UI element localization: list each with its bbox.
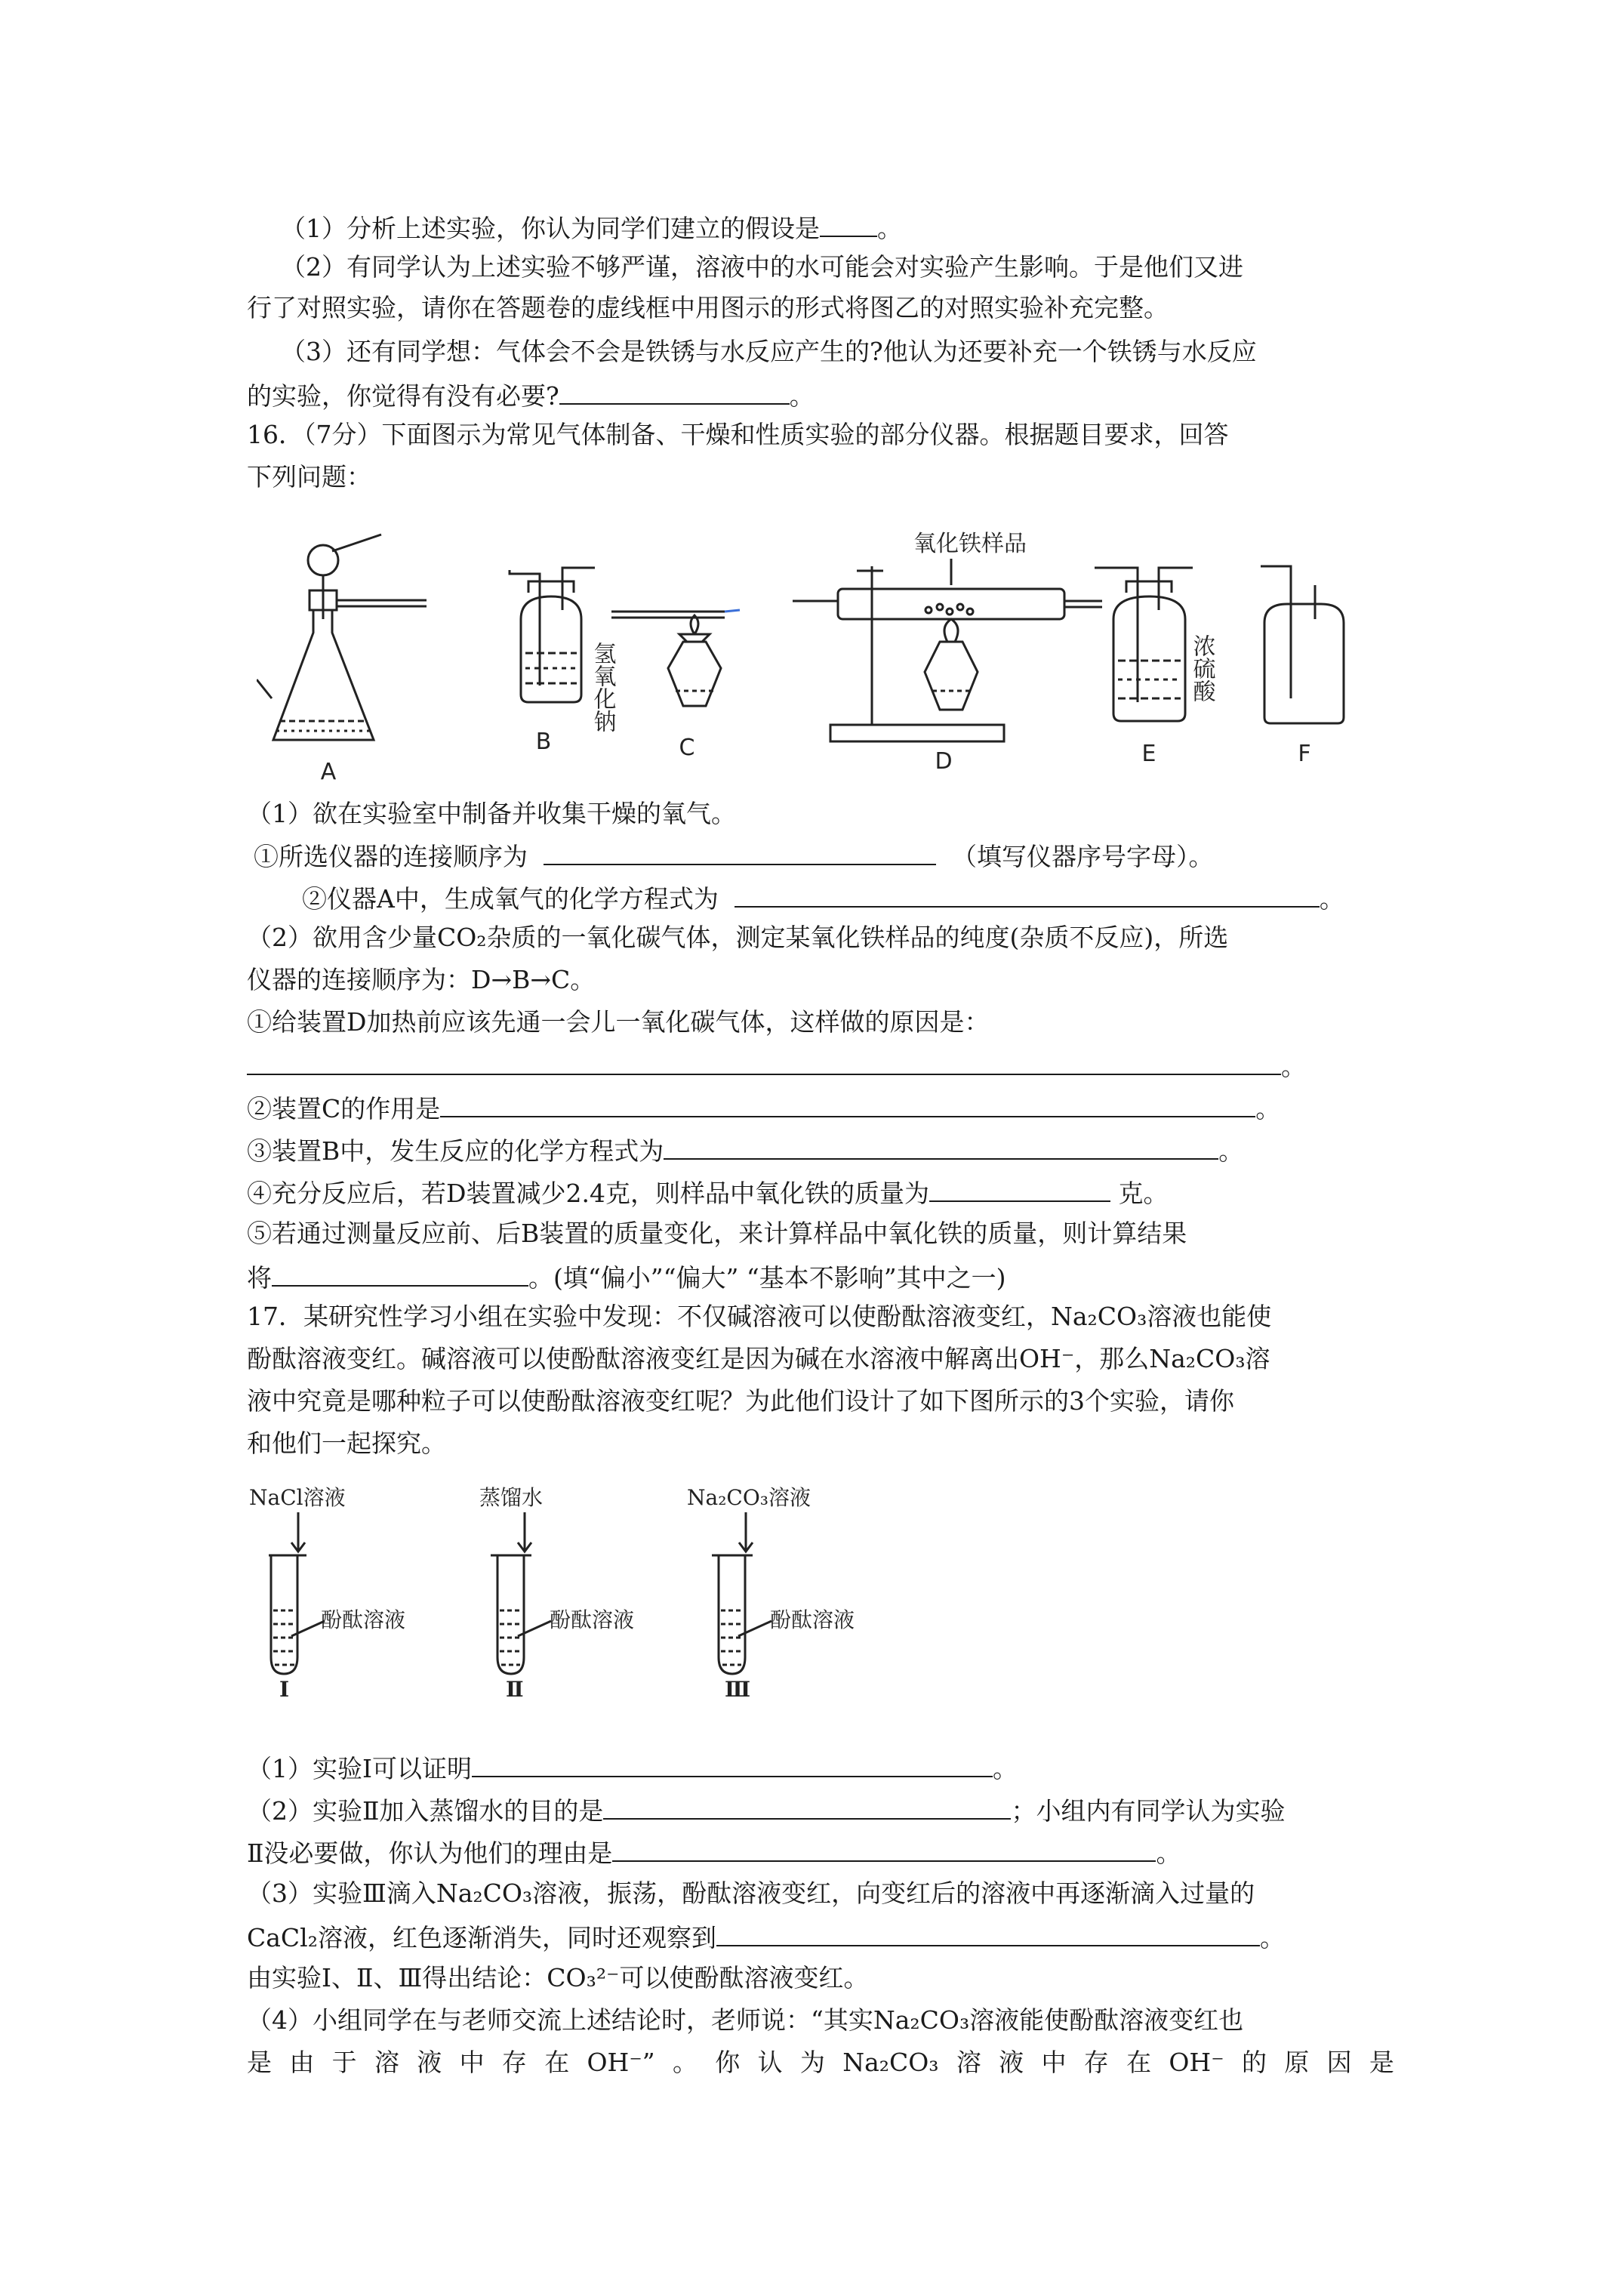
label-e: E — [1141, 741, 1156, 767]
label-naoh: 氢氧化钠 — [589, 642, 616, 732]
answer-blank[interactable] — [603, 1792, 1011, 1820]
test-tube-1 — [269, 1512, 325, 1674]
answer-blank[interactable] — [612, 1835, 1156, 1862]
q15-part2-line1: （2）有同学认为上述实验不够严谨，溶液中的水可能会对实验产生影响。于是他们又进 — [281, 252, 1243, 282]
q17-sub2-line1: （2）实验Ⅱ加入蒸馏水的目的是 ；小组内有同学认为实验 — [247, 1792, 1285, 1828]
q17-conclusion: 由实验Ⅰ、Ⅱ、Ⅲ得出结论：CO₃²⁻可以使酚酞溶液变红。 — [247, 1963, 869, 1992]
q16-sub1-2: ②仪器A中，生成氧气的化学方程式为 。 — [302, 880, 1344, 916]
q16-sub1-1: ①所选仪器的连接顺序为 （填写仪器序号字母）。 — [254, 838, 1213, 874]
label-b: B — [535, 729, 552, 755]
label-sample: 氧化铁样品 — [913, 531, 1027, 557]
q16-sub2-line2: 仪器的连接顺序为：D→B→C。 — [247, 965, 596, 994]
q17-sub3-line2: CaCl₂溶液，红色逐渐消失，同时还观察到 。 — [247, 1919, 1285, 1955]
q16-title-line2: 下列问题： — [247, 462, 371, 492]
answer-blank[interactable] — [472, 1750, 993, 1777]
q16-sub1: （1）欲在实验室中制备并收集干燥的氧气。 — [247, 799, 736, 828]
q17-sub2-line2: Ⅱ没必要做，你认为他们的理由是 。 — [247, 1835, 1181, 1870]
label-acid: 浓硫酸 — [1188, 634, 1215, 702]
tube3-number: Ⅲ — [725, 1677, 751, 1702]
q17-intro-line4: 和他们一起探究。 — [247, 1428, 446, 1458]
tube2-label: 蒸馏水 — [479, 1485, 544, 1510]
q16-sub2-2: ②装置C的作用是 。 — [247, 1090, 1280, 1126]
apparatus-a-flask — [257, 535, 427, 740]
answer-blank[interactable] — [664, 1133, 1218, 1160]
q15-part3-line2: 的实验，你觉得有没有必要? 。 — [247, 378, 815, 413]
test-tube-3 — [712, 1512, 771, 1674]
answer-blank[interactable] — [559, 378, 790, 405]
q16-sub2-line1: （2）欲用含少量CO₂杂质的一氧化碳气体，测定某氧化铁样品的纯度(杂质不反应)，所选 — [247, 923, 1229, 952]
tube3-phenol-label: 酚酞溶液 — [770, 1607, 855, 1632]
q16-sub2-4: ④充分反应后，若D装置减少2.4克，则样品中氧化铁的质量为 克。 — [247, 1175, 1168, 1210]
q17-sub4-line1: （4）小组同学在与老师交流上述结论时，老师说：“其实Na₂CO₃溶液能使酚酞溶液变红也 — [247, 2005, 1244, 2035]
q17-sub3-line1: （3）实验Ⅲ滴入Na₂CO₃溶液，振荡，酚酞溶液变红，向变红后的溶液中再逐渐滴入过量的 — [247, 1878, 1255, 1908]
apparatus-d-heating-tube — [793, 559, 1102, 741]
label-c: C — [679, 735, 695, 761]
answer-blank[interactable] — [272, 1259, 528, 1287]
q15-part2-line2: 行了对照实验，请你在答题卷的虚线框中用图示的形式将图乙的对照实验补充完整。 — [247, 293, 1169, 322]
q15-part1: （1）分析上述实验，你认为同学们建立的假设是 。 — [281, 210, 902, 245]
answer-blank[interactable] — [820, 210, 877, 237]
tube1-phenol-label: 酚酞溶液 — [321, 1607, 406, 1632]
q17-intro-line2: 酚酞溶液变红。碱溶液可以使酚酞溶液变红是因为碱在水溶液中解离出OH⁻，那么Na₂CO₃溶 — [247, 1344, 1270, 1373]
answer-blank[interactable] — [440, 1090, 1255, 1117]
q17-sub1: （1）实验Ⅰ可以证明 。 — [247, 1750, 1018, 1786]
q15-part3-line1: （3）还有同学想：气体会不会是铁锈与水反应产生的?他认为还要补充一个铁锈与水反应 — [281, 337, 1257, 366]
answer-blank[interactable] — [735, 880, 1320, 908]
q17-sub4-line2: 是 由 于 溶 液 中 存 在 OH⁻” 。 你 认 为 Na₂CO₃ 溶 液 中 存 在 OH⁻ 的 原 因 是 — [247, 2048, 1394, 2077]
answer-blank[interactable] — [716, 1919, 1260, 1946]
apparatus-b-bottle — [510, 568, 595, 702]
answer-blank[interactable] — [544, 838, 936, 865]
apparatus-e-bottle — [1095, 568, 1193, 721]
q16-sub2-5-line1: ⑤若通过测量反应前、后B装置的质量变化，来计算样品中氧化铁的质量，则计算结果 — [247, 1219, 1187, 1248]
tube1-number: Ⅰ — [279, 1677, 290, 1702]
apparatus-f-bottle — [1261, 566, 1344, 723]
q16-sub2-1-answer: 。 — [247, 1048, 1306, 1083]
answer-blank[interactable] — [929, 1175, 1110, 1202]
q16-sub2-1: ①给装置D加热前应该先通一会儿一氧化碳气体，这样做的原因是： — [247, 1007, 990, 1037]
label-d: D — [935, 748, 953, 775]
tube3-label: Na₂CO₃溶液 — [687, 1485, 812, 1510]
test-tube-figure — [242, 1476, 921, 1703]
label-f: F — [1298, 741, 1311, 767]
tube2-phenol-label: 酚酞溶液 — [550, 1607, 635, 1632]
tube2-number: Ⅱ — [506, 1677, 524, 1702]
gas-apparatus-figure — [257, 521, 1366, 785]
test-tube-2 — [491, 1512, 551, 1674]
label-a: A — [320, 759, 337, 785]
apparatus-c-burner — [611, 610, 740, 706]
q17-intro-line3: 液中究竟是哪种粒子可以使酚酞溶液变红呢？为此他们设计了如下图所示的3个实验，请你 — [247, 1386, 1234, 1416]
q17-intro-line1: 17．某研究性学习小组在实验中发现：不仅碱溶液可以使酚酞溶液变红，Na₂CO₃溶液也能使 — [247, 1302, 1272, 1331]
q16-sub2-5-line2: 将 。(填“偏小”“偏大” “基本不影响”其中之一) — [247, 1259, 1006, 1295]
q16-sub2-3: ③装置B中，发生反应的化学方程式为 。 — [247, 1133, 1243, 1168]
tube1-label: NaCl溶液 — [249, 1485, 346, 1510]
q16-title-line1: 16．（7分）下面图示为常见气体制备、干燥和性质实验的部分仪器。根据题目要求，回答 — [247, 420, 1229, 449]
answer-blank[interactable] — [247, 1048, 1281, 1075]
